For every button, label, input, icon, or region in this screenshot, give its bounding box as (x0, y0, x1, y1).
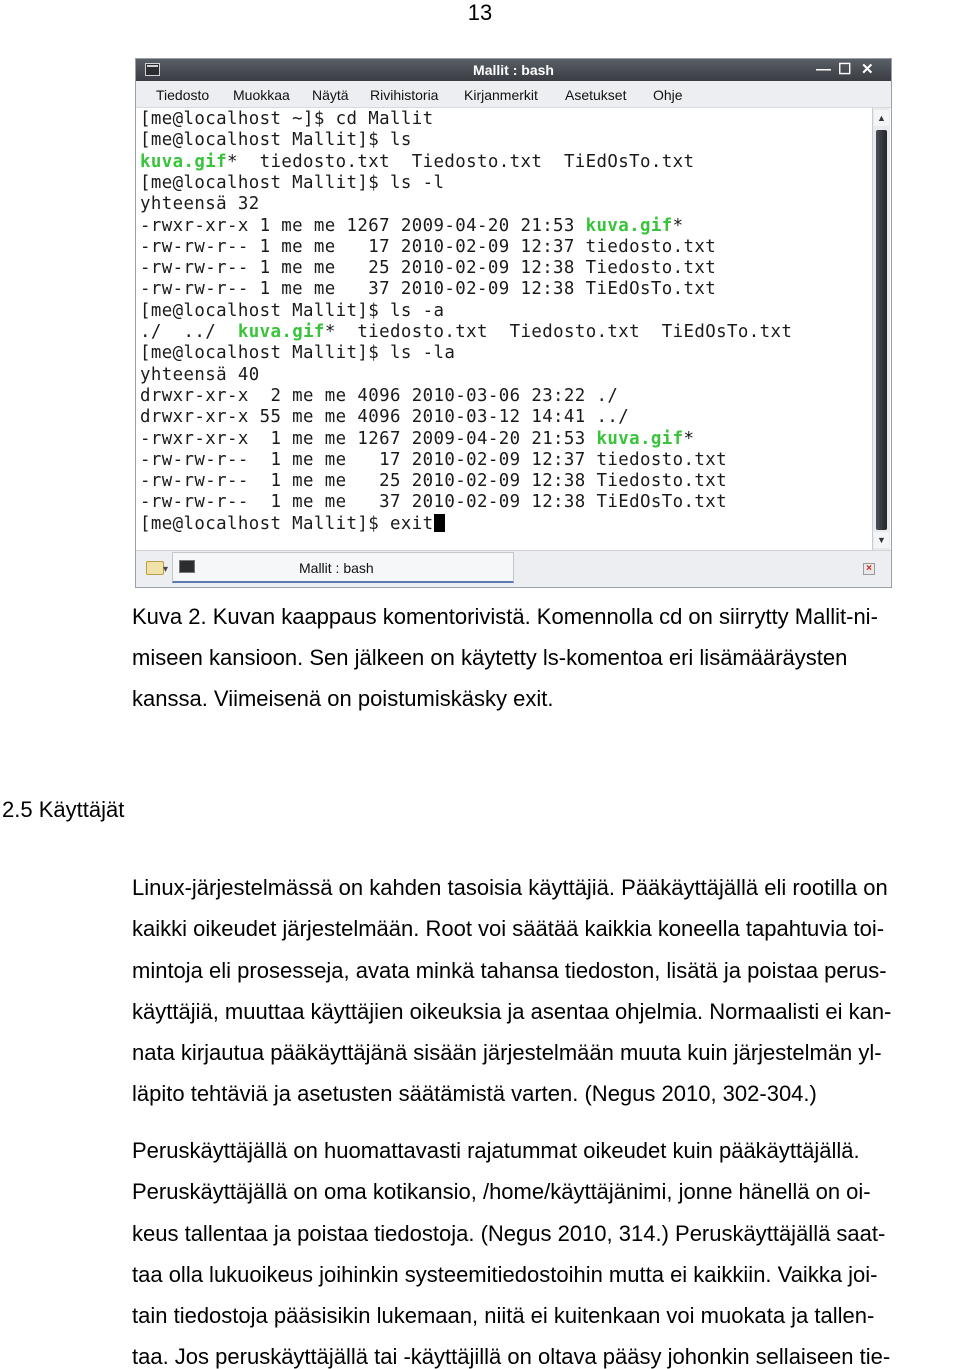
menu-item-tiedosto[interactable]: Tiedosto (156, 87, 210, 103)
window-titlebar[interactable] (136, 59, 891, 81)
terminal-text: * (672, 215, 684, 236)
paragraph-1 (132, 867, 958, 1115)
executable-file-name: kuva.gif (585, 215, 673, 236)
terminal-text: yhteensä 40 (140, 364, 260, 385)
menu-item-nayta[interactable]: Näytä (312, 87, 349, 103)
scroll-up-icon[interactable]: ▲ (874, 110, 889, 126)
terminal-text: -rw-rw-r-- 1 me me 25 2010-02-09 12:38 Tiedosto.txt (140, 471, 727, 492)
terminal-text: * tiedosto.txt Tiedosto.txt TiEdOsTo.txt (324, 322, 793, 342)
paragraph-line: Peruskäyttäjällä on huomattavasti rajatummat oikeudet kuin pääkäyttäjällä. (132, 1138, 860, 1163)
terminal-line (140, 279, 716, 300)
text-cursor (434, 514, 445, 532)
paragraph-line: Linux-järjestelmässä on kahden tasoisia käyttäjiä. Pääkäyttäjällä eli rootilla on (132, 875, 888, 900)
terminal-line (140, 258, 716, 279)
terminal-text: -rw-rw-r-- 1 me me 37 2010-02-09 12:38 TiEdOsTo.txt (140, 279, 717, 300)
terminal-text: -rw-rw-r-- 1 me me 17 2010-02-09 12:37 tiedosto.txt (140, 449, 727, 470)
terminal-line (140, 386, 618, 407)
terminal-line (140, 365, 260, 386)
section-heading: 2.5 Käyttäjät (2, 797, 125, 822)
terminal-text: [me@localhost Mallit]$ ls (140, 130, 412, 151)
terminal-line (140, 109, 434, 130)
executable-file-name: kuva.gif (596, 428, 684, 449)
terminal-line (140, 471, 727, 492)
terminal-line (140, 301, 444, 322)
terminal-line (140, 194, 260, 215)
maximize-icon[interactable]: ☐ (838, 61, 852, 78)
paragraph-line: mintoja eli prosesseja, avata minkä tahansa tiedoston, lisätä ja poistaa perus- (132, 957, 887, 983)
terminal-window (135, 58, 892, 588)
terminal-line (140, 322, 792, 343)
paragraph-line: käyttäjiä, muuttaa käyttäjien oikeuksia ja asentaa ohjelmia. Normaalisti ei kan- (132, 998, 892, 1024)
menu-item-ohje[interactable]: Ohje (653, 87, 683, 103)
menu-item-muokkaa[interactable]: Muokkaa (233, 87, 290, 103)
paragraph-line: taa. Jos peruskäyttäjällä tai -käyttäjillä on oltava pääsy johonkin sellaiseen tie- (132, 1344, 891, 1369)
scroll-down-icon[interactable]: ▼ (874, 532, 889, 548)
caption-line: Kuva 2. Kuvan kaappaus komentorivistä. Komennolla cd on siirrytty Mallit-ni- (132, 604, 878, 629)
taskbar-button-mallit-bash[interactable] (172, 552, 514, 583)
paragraph-line: kaikki oikeudet järjestelmään. Root voi säätää kaikkia koneella tapahtuvia toi- (132, 916, 885, 942)
menu-item-asetukset[interactable]: Asetukset (565, 87, 627, 103)
paragraph-line: läpito tehtäviä ja asetusten säätämistä varten. (Negus 2010, 302-304.) (132, 1081, 817, 1107)
terminal-line (140, 492, 727, 513)
minimize-icon[interactable]: — (816, 61, 831, 78)
executable-file-name: kuva.gif (140, 151, 227, 172)
paragraph-line: Peruskäyttäjällä on oma kotikansio, /home/käyttäjänimi, jonne hänellä on oi- (132, 1179, 871, 1205)
paragraph-2 (132, 1130, 958, 1369)
terminal-text: drwxr-xr-x 55 me me 4096 2010-03-12 14:41 ../ (140, 407, 630, 428)
terminal-line (140, 343, 455, 364)
terminal-text: [me@localhost Mallit]$ ls -l (140, 172, 445, 193)
caption-line: miseen kansioon. Sen jälkeen on käytetty ls-komentoa eri lisämääräysten (132, 645, 848, 670)
terminal-text: * (683, 428, 695, 449)
terminal-line (140, 407, 629, 428)
paragraph-line: keus tallentaa ja poistaa tiedostoja. (Negus 2010, 314.) Peruskäyttäjällä saat- (132, 1220, 886, 1246)
close-icon[interactable]: ✕ (861, 61, 874, 78)
terminal-line (140, 450, 727, 471)
figure-caption (132, 596, 952, 719)
terminal-scrollbar[interactable] (872, 108, 890, 550)
taskbar (136, 550, 891, 587)
page-number: 13 (467, 0, 493, 25)
terminal-line (140, 514, 445, 535)
window-title: Mallit : bash (473, 62, 554, 78)
terminal-line (140, 429, 694, 450)
taskbar-button-label: Mallit : bash (299, 560, 374, 576)
terminal-text: * tiedosto.txt Tiedosto.txt TiEdOsTo.txt (226, 151, 695, 172)
caption-line: kanssa. Viimeisenä on poistumiskäsky exit. (132, 686, 554, 711)
terminal-text: [me@localhost Mallit]$ ls -a (140, 300, 445, 321)
terminal-line (140, 152, 694, 173)
folder-menu-icon[interactable] (146, 561, 164, 575)
tray-close-icon[interactable]: × (863, 563, 875, 575)
terminal-icon (179, 560, 195, 573)
scrollbar-thumb[interactable] (876, 130, 887, 530)
paragraph-line: tain tiedostoja pääsisikin lukemaan, niitä ei kuitenkaan voi muokata ja tallen- (132, 1303, 875, 1329)
terminal-output[interactable] (136, 108, 876, 550)
terminal-text: ./ ../ (140, 322, 238, 342)
terminal-text: [me@localhost Mallit]$ ls -la (140, 343, 456, 364)
terminal-line (140, 216, 684, 237)
paragraph-line: nata kirjautua pääkäyttäjänä sisään järjestelmään muuta kuin järjestelmän yl- (132, 1040, 882, 1066)
terminal-text: -rw-rw-r-- 1 me me 25 2010-02-09 12:38 Tiedosto.txt (140, 258, 717, 279)
terminal-text: [me@localhost ~]$ cd Mallit (140, 109, 434, 129)
menu-item-kirjanmerkit[interactable]: Kirjanmerkit (464, 87, 538, 103)
terminal-text: [me@localhost Mallit]$ exit (140, 513, 434, 534)
terminal-line (140, 237, 716, 258)
terminal-text: yhteensä 32 (140, 194, 260, 215)
terminal-text: -rw-rw-r-- 1 me me 37 2010-02-09 12:38 TiEdOsTo.txt (140, 492, 727, 513)
menu-bar (136, 81, 891, 108)
terminal-line (140, 173, 444, 194)
terminal-text: -rwxr-xr-x 1 me me 1267 2009-04-20 21:53 (140, 428, 597, 449)
executable-file-name: kuva.gif (237, 322, 325, 342)
menu-item-rivihistoria[interactable]: Rivihistoria (370, 87, 439, 103)
paragraph-line: taa olla lukuoikeus joihinkin systeemitiedostoihin mutta ei kaikkiin. Vaikka joi- (132, 1261, 878, 1287)
terminal-line (140, 130, 412, 151)
terminal-text: drwxr-xr-x 2 me me 4096 2010-03-06 23:22 ./ (140, 385, 619, 406)
terminal-text: -rw-rw-r-- 1 me me 17 2010-02-09 12:37 tiedosto.txt (140, 236, 717, 257)
terminal-text: -rwxr-xr-x 1 me me 1267 2009-04-20 21:53 (140, 215, 586, 236)
